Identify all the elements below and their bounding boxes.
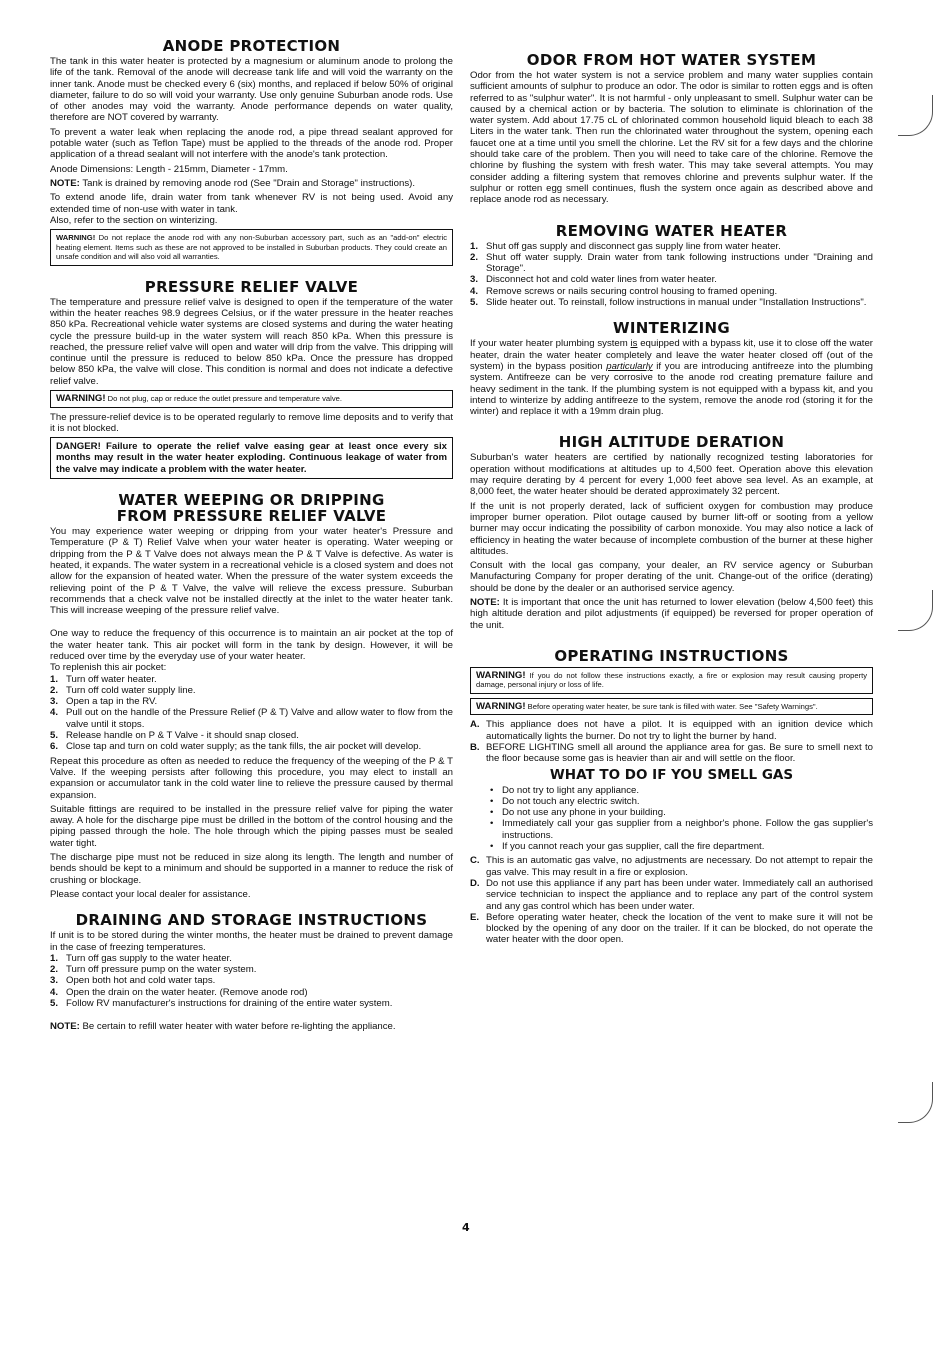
- altitude-paragraph-3: Consult with the local gas company, your dealer, an RV service agency or Suburban Manufacturing Company for proper derating of the unit. Change-out of the orifice (derating) should be done by the dealer or an authorised service agency.: [470, 560, 873, 594]
- list-item: • Immediately call your gas supplier from a neighbor's phone. Follow the gas supplier's instructions.: [490, 818, 873, 841]
- draining-note: NOTE: Be certain to refill water heater with water before re-lighting the appliance.: [50, 1021, 396, 1033]
- list-item: • Do not use any phone in your building.: [490, 807, 666, 819]
- draining-storage-heading: DRAINING AND STORAGE INSTRUCTIONS: [75, 911, 428, 930]
- weeping-paragraph-2: One way to reduce the frequency of this occurrence is to maintain an air pocket at the top of the water heater tank. This air pocket will form in the tank by design. However, it will be reduced over time by the everyday use of your water heater.: [50, 628, 453, 662]
- list-item: 4. Open the drain on the water heater. (Remove anode rod): [50, 986, 308, 998]
- binder-hole-mark: [898, 590, 933, 631]
- operating-warning-box-2: WARNING! Before operating water heater, be sure tank is filled with water. See "Safety Warnings".: [470, 698, 873, 716]
- winterizing-paragraph: If your water heater plumbing system is equipped with a bypass kit, use it to close off the water heater, drain the water heater completely and leave the water heater closed off (out of the system) in the bypass position particularly if you are introducing antifreeze into the plumbing system. Antifreeze can be very corrosive to the anode rod creating premature failure and heavy sediment in the tank. If the plumbing system is not equipped with a bypass kit, and you intend to winterize by adding antifreeze to the system, remove the anode rod (storing it for the winter) and replace it with a 19mm drain plug.: [470, 338, 873, 418]
- altitude-paragraph-1: Suburban's water heaters are certified by nationally recognized testing laboratories for operation without modifications at altitudes up to 4,500 feet. Operation above this elevation may require derating by 4 percent for every 1,000 feet above sea level. As an example, at 8,000 feet, the water heater should be derated approximately 32 percent.: [470, 452, 873, 498]
- removing-steps: [470, 241, 873, 309]
- draining-steps: [50, 953, 453, 1009]
- operating-instructions-heading: OPERATING INSTRUCTIONS: [554, 646, 789, 665]
- right-column: [470, 52, 873, 949]
- air-pocket-steps: [50, 674, 453, 753]
- weeping-paragraph-5: Suitable fittings are required to be installed in the pressure relief valve for piping the water away. A hole for the discharge pipe must be drilled in the bottom of the control housing and the piping passed through the hole. The hole through which the piping passes must be sealed water tight.: [50, 803, 453, 849]
- anode-dimensions: Anode Dimensions: Length - 215mm, Diameter - 17mm.: [50, 163, 288, 175]
- list-item: E. Before operating water heater, check the location of the vent to make sure it will not be blocked by the opening of any door on the trailer. If it can be blocked, do not operate the water heater with the door open.: [470, 911, 873, 946]
- weeping-paragraph-1: You may experience water weeping or dripping from your water heater's Pressure and Temperature (P & T) Relief Valve when your water heater is operating. Water weeping or dripping from the P & T Valve does not always mean the P & T Valve is defective. As water is heated, it expands. The water system in a recreational vehicle is a closed system and does not allow for the expansion of heated water. When the pressure of the water system exceeds the relieving point of the P & T Valve, the valve will relieve the excess pressure. Suburban recommends that a check valve not be installed directly at the inlet to the water heater tank. This will increase weeping of the pressure relief valve.: [50, 526, 453, 617]
- anode-paragraph-5: To extend anode life, drain water from tank whenever RV is not being used. Avoid any extended time of non-use with water in tank.: [50, 192, 453, 215]
- list-item: C. This is an automatic gas valve, no adjustments are necessary. Do not attempt to repair the gas valve. This may result in a fire or explosion.: [470, 855, 873, 878]
- anode-paragraph-2: To prevent a water leak when replacing the anode rod, a pipe thread sealant approved for potable water (such as Teflon Tape) must be applied to the threads of the anode rod. Proper application of a thread sealant will not interfere with the anode's tank protection.: [50, 126, 453, 161]
- operating-steps-a-b: [470, 719, 873, 764]
- danger-box: DANGER! Failure to operate the relief valve easing gear at least once every six months may result in the water heater exploding. Continuous leakage of water from the valve may indicate a problem with the water heater.: [50, 437, 453, 479]
- left-column: [50, 38, 453, 1036]
- pressure-relief-heading: PRESSURE RELIEF VALVE: [144, 277, 359, 296]
- list-item: 2. Shut off water supply. Drain water from tank following instructions under "Draining and Storage".: [470, 251, 873, 275]
- draining-paragraph-1: If unit is to be stored during the winter months, the heater must be drained to prevent damage in the case of freezing temperatures.: [50, 930, 453, 953]
- list-item: 6. Close tap and turn on cold water supply; as the tank fills, the air pocket will develop.: [50, 741, 422, 753]
- relief-warning-box: WARNING! Do not plug, cap or reduce the outlet pressure and temperature valve.: [50, 390, 453, 408]
- list-item: 4. Pull out on the handle of the Pressure Relief (P & T) Valve and allow water to flow from the valve until it stops.: [50, 707, 453, 730]
- anode-paragraph-1: The tank in this water heater is protected by a magnesium or aluminum anode to prolong the life of the tank. Removal of the anode will decrease tank life and will void the warranty on the inner tank. Anode must be checked every 6 (six) months, and replaced if below 50% of original diameter, failure to do so will void your warranty. Use only genuine Suburban anode rods. Use of other anodes may void the warranty. Anode performance depends on water quality, therefore are NOT covered by warranty.: [50, 56, 453, 124]
- anode-paragraph-6: Also, refer to the section on winterizing.: [50, 214, 218, 226]
- anode-note: NOTE: Tank is drained by removing anode rod (See "Drain and Storage" instructions).: [50, 177, 415, 189]
- altitude-note: NOTE: It is important that once the unit has returned to lower elevation (below 4,500 feet) this high altitude deration and pilot adjustments (if equipped) be reversed for proper operation of the unit.: [470, 596, 873, 631]
- anode-protection-heading: ANODE PROTECTION: [162, 37, 341, 55]
- winterizing-heading: WINTERIZING: [613, 319, 730, 338]
- list-item: 4. Remove screws or nails securing control housing to framed opening.: [470, 285, 778, 297]
- list-item: 5. Release handle on P & T Valve - it should snap closed.: [50, 730, 299, 742]
- odor-heading: ODOR FROM HOT WATER SYSTEM: [526, 51, 817, 69]
- weeping-paragraph-7: Please contact your local dealer for assistance.: [50, 888, 251, 900]
- anode-warning-box: WARNING! Do not replace the anode rod with any non-Suburban accessory part, such as an "add-on" electric heating element. Items such as these are not approved to be installed in Suburban products. They could create an unsafe condition and will also void all warranties.: [50, 229, 453, 266]
- altitude-paragraph-2: If the unit is not properly derated, lack of sufficient oxygen for combustion may produce improper burner operation. Pilot outage caused by burner lift-off or sooting from a yellow burner may occur indicating the possibility of carbon monoxide. You may also notice a lack of efficiency in heating the water because of incomplete combustion of the burner at these higher altitudes.: [470, 500, 873, 557]
- list-item: B. BEFORE LIGHTING smell all around the appliance area for gas. Be sure to smell next to the floor because some gas is heavier than air and will settle on the floor.: [470, 741, 873, 765]
- binder-hole-mark: [898, 95, 933, 136]
- operating-warning-box-1: WARNING! If you do not follow these instructions exactly, a fire or explosion may result causing property damage, personal injury or loss of life.: [470, 667, 873, 694]
- list-item: 3. Disconnect hot and cold water lines from water heater.: [470, 274, 717, 286]
- relief-paragraph-1: The temperature and pressure relief valve is designed to open if the temperature of the water within the heater reaches 98.9 degrees Celsius, or if the water pressure in the heater reaches 850 kPa. Recreational vehicle water systems are closed systems and during the water heating cycle the pressure build-up in the water system will reach 850 kPa. When this pressure is reached, the pressure relief valve will open and water will drip from the valve. This dripping will continue until the pressure is reduced to below 850 kPa. Once the pressure has dropped below 850 kPa, the valve will close. This condition is normal and does not indicate a defective relief valve.: [50, 296, 453, 387]
- list-item: • Do not touch any electric switch.: [490, 795, 640, 807]
- water-weeping-heading-1: WATER WEEPING OR DRIPPING: [118, 491, 385, 510]
- smell-gas-list: [470, 785, 873, 853]
- operating-steps-c-e: [470, 855, 873, 945]
- list-item: • If you cannot reach your gas supplier, call the fire department.: [490, 841, 765, 853]
- list-item: 1. Turn off gas supply to the water heater.: [50, 952, 232, 964]
- list-item: 5. Slide heater out. To reinstall, follow instructions in manual under "Installation Instructions".: [470, 297, 867, 309]
- list-item: 3. Open both hot and cold water taps.: [50, 975, 216, 987]
- list-item: D. Do not use this appliance if any part has been under water. Immediately call an authorised service technician to inspect the appliance and to replace any part of the control system and any gas control which has been under water.: [470, 877, 873, 912]
- list-item: A. This appliance does not have a pilot. It is equipped with an ignition device which automatically lights the burner. Do not try to light the burner by hand.: [470, 719, 873, 742]
- list-item: 3. Open a tap in the RV.: [50, 696, 158, 708]
- list-item: 1. Shut off gas supply and disconnect gas supply line from water heater.: [470, 240, 781, 252]
- list-item: • Do not try to light any appliance.: [490, 784, 640, 796]
- odor-paragraph-1: Odor from the hot water system is not a service problem and many water supplies contain sufficient amounts of sulphur to produce an odor. The odor is similar to rotten eggs and is often referred to as "sulphur water". It is not harmful - only unpleasant to smell. Sulphur water can be caused by a chemical action or by bacteria. The solution to eliminate is chlorination of the water system. Add about 17.75 cL of chlorinated common household liquid bleach to each 38 Liters in the water tank. Then run the chlorinated water throughout the system, opening each faucet one at a time until you smell the chlorine. Let the RV sit for a few days and the chlorine should take care of the problem. Then you will need to take care of the chlorine. Remove the chlorine by flushing the system with fresh water. This may take several attempts. You may consider adding a filtering system that removes chlorine and prevents sulphur water. If the sulphur or rotten egg smell continues, flush the system once again as described above and replace anode rod as necessary.: [470, 70, 873, 206]
- water-weeping-heading-2: FROM PRESSURE RELIEF VALVE: [116, 507, 387, 526]
- weeping-paragraph-3: To replenish this air pocket:: [50, 662, 167, 674]
- removing-water-heater-heading: REMOVING WATER HEATER: [555, 221, 788, 240]
- list-item: 1. Turn off water heater.: [50, 673, 157, 685]
- binder-hole-mark: [898, 1082, 933, 1123]
- page-number: 4: [462, 1221, 470, 1234]
- high-altitude-heading: HIGH ALTITUDE DERATION: [558, 433, 785, 452]
- weeping-paragraph-4: Repeat this procedure as often as needed to reduce the frequency of the weeping of the P & T Valve. If the weeping persists after following this procedure, you may elect to install an expansion or accumulator tank in the cold water line to relieve the pressure caused by thermal expansion.: [50, 755, 453, 801]
- list-item: 5. Follow RV manufacturer's instructions for draining of the entire water system.: [50, 998, 393, 1009]
- relief-paragraph-2: The pressure-relief device is to be operated regularly to remove lime deposits and to verify that it is not blocked.: [50, 411, 453, 434]
- weeping-paragraph-6: The discharge pipe must not be reduced in size along its length. The length and number of bends should be kept to a minimum and should be supported in a manner to reduce the risk of crushing or blockage.: [50, 852, 453, 886]
- smell-gas-heading: WHAT TO DO IF YOU SMELL GAS: [549, 766, 794, 783]
- list-item: 2. Turn off pressure pump on the water system.: [50, 964, 257, 976]
- list-item: 2. Turn off cold water supply line.: [50, 684, 196, 696]
